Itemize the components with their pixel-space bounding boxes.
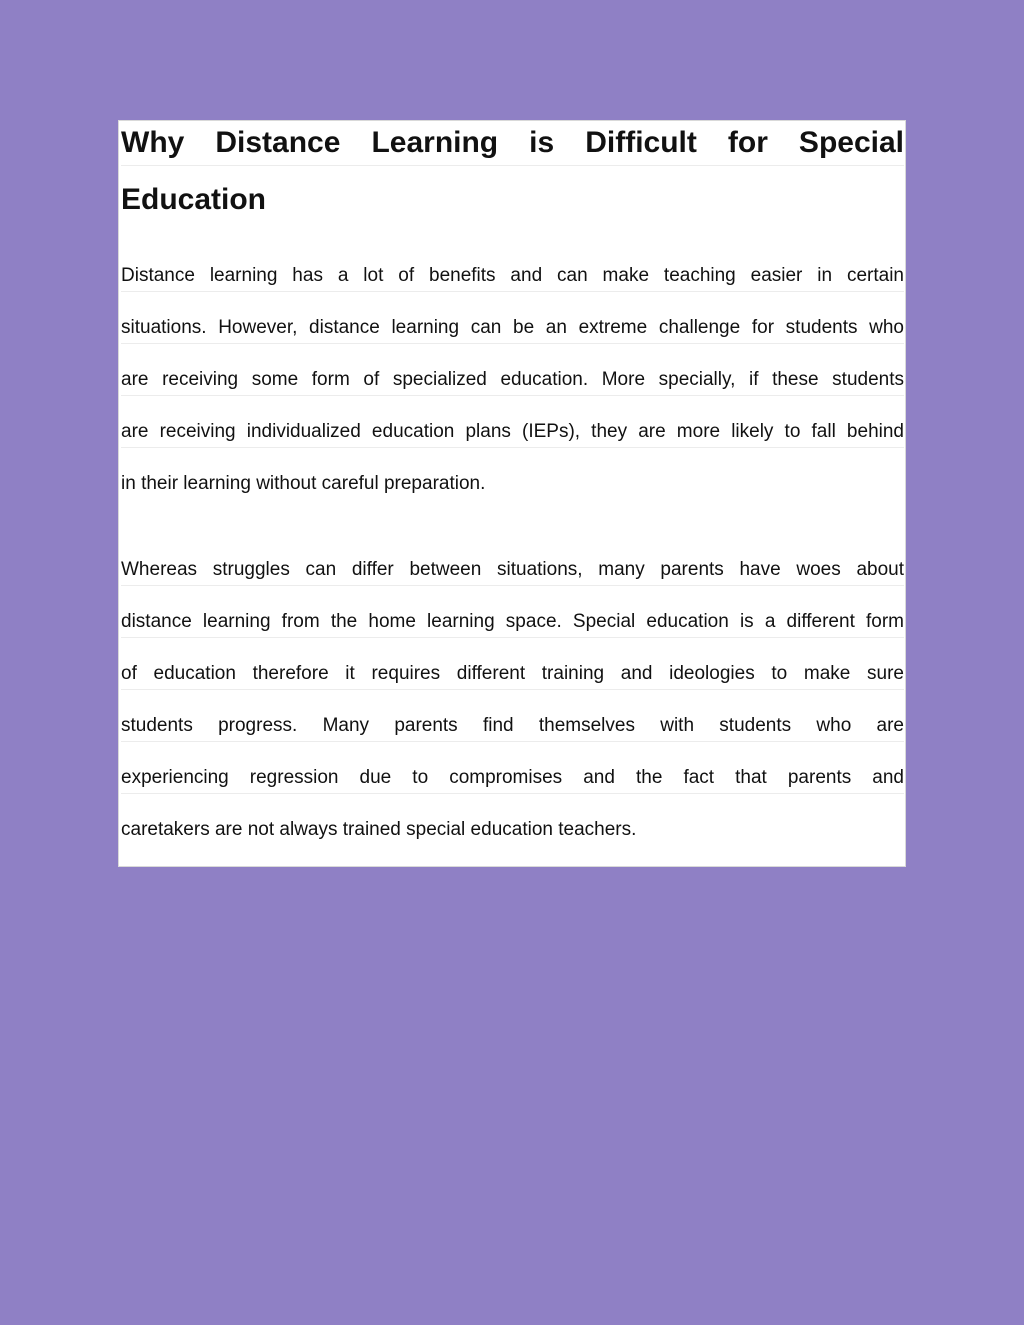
paragraph-line: are receiving individualized education plans (IEPs), they are more likely to fall behind xyxy=(121,417,904,448)
paragraph-line: in their learning without careful preparation. xyxy=(121,473,486,494)
paragraph-line: Whereas struggles can differ between situations, many parents have woes about xyxy=(121,555,904,586)
article-title-line: Education xyxy=(121,183,267,216)
article-title-line: Why Distance Learning is Difficult for Special xyxy=(121,121,904,166)
paragraph-line: are receiving some form of specialized education. More specially, if these students xyxy=(121,365,904,396)
paragraph-line: caretakers are not always trained special education teachers. xyxy=(121,819,637,840)
paragraph-line: of education therefore it requires different training and ideologies to make sure xyxy=(121,659,904,690)
paragraph-line: students progress. Many parents find themselves with students who are xyxy=(121,711,904,742)
article-panel xyxy=(118,120,906,867)
paragraph-line: Distance learning has a lot of benefits and can make teaching easier in certain xyxy=(121,261,904,292)
paragraph-line: situations. However, distance learning can be an extreme challenge for students who xyxy=(121,313,904,344)
paragraph-line: experiencing regression due to compromises and the fact that parents and xyxy=(121,763,904,794)
paragraph-line: distance learning from the home learning space. Special education is a different form xyxy=(121,607,904,638)
